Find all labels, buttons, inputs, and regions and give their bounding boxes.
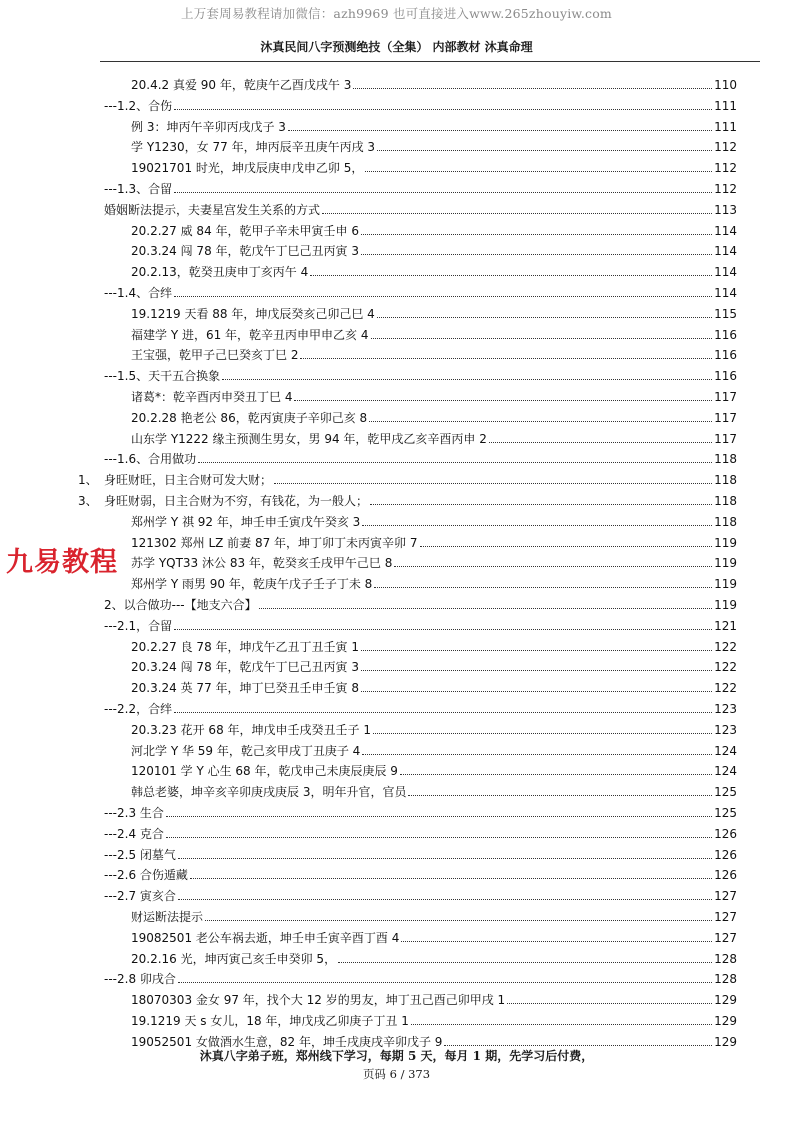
toc-dot-leader (190, 878, 712, 879)
toc-entry-label: ---1.5、天干五合换象 (104, 369, 221, 384)
toc-entry-title (131, 265, 310, 279)
toc-entry-label: 20.3.23 花开 68 年，坤戊申壬戌癸丑壬子 1 (131, 722, 371, 737)
toc-dot-leader (401, 941, 712, 942)
toc-entry[interactable] (104, 966, 737, 986)
toc-entry-title (104, 203, 322, 217)
toc-page-number: 114 (714, 223, 737, 238)
toc-entry-title (131, 224, 361, 238)
toc-entry-label: 19021701 时光，坤戊辰庚申戊申乙卯 5， (131, 161, 364, 176)
toc-entry-label: ---2.4 克合 (104, 826, 164, 841)
toc-entry-label: 20.2.28 艳老公 86，乾丙寅庚子辛卯己亥 8 (131, 410, 368, 425)
toc-entry[interactable] (104, 93, 737, 113)
toc-entry-title (104, 889, 178, 903)
toc-page-number: 116 (714, 348, 737, 363)
toc-entry-label: 20.2.13，乾癸丑庚申丁亥丙午 4 (131, 265, 309, 280)
toc-dot-leader (322, 213, 712, 214)
toc-entry-label: ---1.6、合用做功 (104, 452, 197, 467)
toc-dot-leader (374, 587, 712, 588)
toc-page-number: 113 (714, 202, 737, 217)
toc-page-number: 122 (714, 660, 737, 675)
toc-entry-title (104, 848, 178, 862)
toc-page-number: 111 (714, 98, 737, 113)
toc-entry-title (131, 328, 371, 342)
toc-dot-leader (178, 899, 712, 900)
toc-dot-leader (361, 691, 712, 692)
toc-entry-label: ---2.5 闭墓气 (104, 847, 176, 862)
toc-entry-title (104, 286, 174, 300)
toc-entry-title (131, 556, 394, 570)
toc-entry[interactable] (104, 197, 737, 217)
toc-entry-label: 20.3.24 闯 78 年，乾戊午丁巳己丑丙寅 3 (131, 660, 359, 675)
toc-entry-label: ---2.6 合伤遁藏 (104, 868, 188, 883)
toc-entry[interactable] (131, 717, 737, 737)
toc-entry-title (131, 993, 507, 1007)
toc-entry[interactable] (131, 155, 737, 175)
toc-entry-label: 苏学 YQT33 沐公 83 年，乾癸亥壬戌甲午己巳 8 (131, 556, 393, 571)
toc-page-number: 129 (714, 993, 737, 1008)
toc-page-number: 116 (714, 369, 737, 384)
toc-entry-label: ---1.4、合绊 (104, 286, 173, 300)
toc-entry[interactable] (131, 946, 737, 966)
toc-page-number: 128 (714, 951, 737, 966)
toc-dot-leader (178, 858, 712, 859)
toc-dot-leader (411, 1024, 712, 1025)
toc-dot-leader (370, 504, 712, 505)
toc-entry-title (131, 660, 361, 674)
toc-page-number: 125 (714, 785, 737, 800)
toc-entry-label: 20.2.16 光，坤丙寅己亥壬申癸卯 5， (131, 951, 337, 966)
toc-entry-title (104, 702, 174, 716)
toc-entry-title (131, 120, 288, 134)
toc-page-number: 119 (714, 535, 737, 550)
toc-entry-title (131, 515, 362, 529)
toc-entry[interactable] (104, 592, 737, 612)
toc-entry-label: 121302 郑州 LZ 前妻 87 年，坤丁卯丁未丙寅辛卯 7 (131, 535, 418, 550)
toc-dot-leader (361, 670, 712, 671)
toc-entry[interactable] (131, 758, 737, 778)
toc-entry-title (104, 598, 259, 612)
toc-page-number: 127 (714, 889, 737, 904)
toc-entry-label: 20.3.24 英 77 年，坤丁巳癸丑壬申壬寅 8 (131, 681, 359, 696)
toc-dot-leader (444, 1045, 712, 1046)
toc-entry[interactable] (131, 238, 737, 258)
toc-entry[interactable] (131, 134, 737, 154)
toc-entry[interactable] (104, 696, 737, 716)
toc-entry[interactable] (131, 654, 737, 674)
toc-entry[interactable] (131, 550, 737, 570)
toc-page-number: 123 (714, 722, 737, 737)
toc-page-number: 118 (714, 494, 737, 508)
toc-entry-label: 身旺财旺，日主合财可发大财； (104, 473, 273, 488)
toc-dot-leader (174, 712, 712, 713)
toc-dot-leader (362, 754, 712, 755)
toc-entry-label: ---2.8 卯戌合 (104, 972, 176, 987)
toc-entry-label: 郑州学 Y 雨男 90 年，乾庚午戊子壬子丁未 8 (131, 577, 373, 592)
toc-entry-label: 19082501 老公车祸去逝，坤壬申壬寅辛酉丁酉 4 (131, 930, 400, 945)
toc-entry-label: 19.1219 天看 88 年，坤戊辰癸亥己卯己巳 4 (131, 306, 375, 321)
toc-dot-leader (166, 816, 712, 817)
toc-entry-title (131, 577, 374, 591)
toc-page-number: 114 (714, 244, 737, 259)
toc-dot-leader (288, 130, 712, 131)
toc-entry[interactable] (131, 259, 737, 279)
toc-page-number: 114 (714, 265, 737, 280)
toc-entry-title (131, 640, 361, 654)
toc-entry-title (131, 411, 369, 425)
toc-page-number: 116 (714, 327, 737, 342)
toc-entry-label: 身旺财弱，日主合财为不穷，有钱花，为一般人； (104, 494, 369, 508)
toc-entry-title (104, 182, 174, 196)
toc-dot-leader (400, 774, 712, 775)
toc-entry[interactable] (104, 883, 737, 903)
toc-entry-label: ---1.2、合伤 (104, 98, 173, 113)
toc-entry[interactable] (131, 426, 737, 446)
toc-entry[interactable] (131, 301, 737, 321)
footer-notice: 沐真八字弟子班，郑州线下学习，每期 5 天，每月 1 期，先学习后付费， (199, 1049, 594, 1063)
toc-entry-title (104, 619, 174, 633)
toc-page-number: 117 (714, 410, 737, 425)
toc-entry[interactable] (131, 1029, 737, 1049)
toc-entry-label: ---2.1，合留 (104, 618, 173, 633)
toc-entry-label: 20.3.24 闯 78 年，乾戊午丁巳己丑丙寅 3 (131, 244, 359, 259)
toc-entry-label: 山东学 Y1222 缘主预测生男女，男 94 年，乾甲戌乙亥辛酉丙申 2 (131, 431, 487, 446)
toc-dot-leader (507, 1003, 712, 1004)
toc-page-number: 122 (714, 681, 737, 696)
toc-page-number: 119 (714, 556, 737, 571)
toc-dot-leader (174, 109, 712, 110)
toc-dot-leader (371, 338, 713, 339)
toc-entry[interactable] (131, 1008, 737, 1028)
toc-entry[interactable] (104, 280, 737, 300)
toc-entry[interactable] (131, 114, 737, 134)
toc-entry-label: 婚姻断法提示，夫妻星宫发生关系的方式 (104, 202, 321, 217)
toc-entry-label: 20.4.2 真爱 90 年，乾庚午乙酉戊戌午 3 (131, 78, 352, 92)
toc-entry-label: ---2.2，合绊 (104, 702, 173, 716)
toc-entry-title (131, 348, 300, 362)
toc-entry-title (131, 785, 408, 799)
toc-entry[interactable] (104, 862, 737, 882)
toc-dot-leader (361, 254, 712, 255)
toc-entry[interactable] (131, 405, 737, 425)
toc-entry-label: 19052501 女做酒水生意，82 年，坤壬戌庚戌辛卯戊子 9 (131, 1034, 443, 1049)
toc-entry[interactable] (104, 446, 737, 466)
toc-page-number: 124 (714, 764, 737, 779)
toc-entry[interactable] (131, 72, 737, 92)
toc-dot-leader (222, 379, 712, 380)
toc-entry[interactable] (104, 613, 737, 633)
toc-entry-title (131, 390, 294, 404)
toc-entry-label: ---2.3 生合 (104, 806, 164, 820)
toc-dot-leader (294, 400, 712, 401)
toc-entry-number: 1、 (78, 473, 98, 488)
toc-entry[interactable] (131, 779, 737, 799)
toc-entry[interactable] (131, 738, 737, 758)
toc-page-number: 110 (714, 78, 737, 92)
toc-entry-title (78, 494, 370, 508)
toc-dot-leader (420, 546, 713, 547)
toc-entry-label: 诸葛*：乾辛酉丙申癸丑丁巳 4 (131, 390, 293, 404)
toc-entry[interactable] (104, 800, 737, 820)
toc-dot-leader (274, 483, 712, 484)
toc-entry-label: 20.2.27 威 84 年，乾甲子辛未甲寅壬申 6 (131, 223, 359, 238)
watermark-logo: 九易教程 (6, 540, 118, 579)
toc-entry-title (104, 369, 222, 383)
toc-page-number: 128 (714, 972, 737, 987)
toc-entry[interactable] (104, 842, 737, 862)
toc-entry-title (131, 244, 361, 258)
toc-page-number: 119 (714, 577, 737, 592)
toc-entry-title (131, 681, 361, 695)
toc-entry-label: ---2.7 寅亥合 (104, 889, 176, 904)
toc-entry[interactable] (131, 342, 737, 362)
toc-entry-title (131, 764, 400, 778)
toc-entry-title (104, 99, 174, 113)
toc-entry-title (104, 806, 166, 820)
toc-entry[interactable] (131, 904, 737, 924)
toc-dot-leader (362, 525, 712, 526)
toc-entry-title (131, 744, 362, 758)
toc-dot-leader (300, 358, 712, 359)
toc-entry[interactable] (131, 987, 737, 1007)
toc-page-number: 111 (714, 119, 737, 134)
toc-dot-leader (198, 462, 712, 463)
toc-page-number: 118 (714, 514, 737, 529)
toc-page-number: 117 (714, 390, 737, 404)
toc-entry[interactable] (104, 363, 737, 383)
toc-page-number: 126 (714, 868, 737, 883)
toc-entry[interactable] (131, 218, 737, 238)
page-number: 页码 6 / 373 (362, 1067, 431, 1081)
toc-entry[interactable] (131, 925, 737, 945)
toc-entry-title (131, 536, 420, 550)
toc-dot-leader (373, 733, 712, 734)
toc-page-number: 127 (714, 910, 737, 924)
toc-entry-label: 18070303 金女 97 年，找个大 12 岁的男友，坤丁丑己酉己卯甲戌 1 (131, 993, 506, 1008)
header-divider (100, 61, 760, 62)
toc-entry-title (78, 473, 274, 487)
toc-entry-title (131, 161, 365, 175)
toc-entry-label: 河北学 Y 华 59 年，乾己亥甲戌丁丑庚子 4 (131, 743, 361, 758)
toc-dot-leader (353, 88, 712, 89)
toc-entry[interactable] (78, 488, 737, 508)
toc-entry-title (131, 432, 489, 446)
toc-page-number: 125 (714, 806, 737, 820)
toc-dot-leader (394, 566, 712, 567)
toc-dot-leader (174, 192, 712, 193)
toc-dot-leader (166, 837, 712, 838)
toc-entry-title (104, 868, 190, 882)
toc-entry-label: 韩总老婆，坤辛亥辛卯庚戌庚辰 3，明年升官，官员 (131, 785, 407, 800)
toc-entry-label: 20.2.27 良 78 年，坤戊午乙丑丁丑壬寅 1 (131, 639, 359, 654)
toc-entry-title (131, 1014, 411, 1028)
toc-entry[interactable] (78, 467, 737, 487)
toc-page-number: 129 (714, 1034, 737, 1049)
toc-page-number: 124 (714, 743, 737, 758)
toc-entry[interactable] (131, 530, 737, 550)
toc-entry[interactable] (131, 675, 737, 695)
toc-entry-title (131, 307, 377, 321)
toc-dot-leader (377, 317, 712, 318)
toc-entry-label: 王宝强，乾甲子己巳癸亥丁巳 2 (131, 348, 299, 363)
toc-entry-label: 财运断法提示 (131, 910, 204, 924)
toc-entry[interactable] (131, 571, 737, 591)
toc-entry-label: 2、以合做功---【地支六合】 (104, 598, 257, 612)
toc-page-number: 112 (714, 140, 737, 155)
toc-page-number: 114 (714, 286, 737, 300)
toc-dot-leader (174, 296, 712, 297)
toc-entry-label: 郑州学 Y 祺 92 年，坤壬申壬寅戊午癸亥 3 (131, 514, 361, 529)
toc-dot-leader (338, 962, 712, 963)
toc-page-number: 118 (714, 473, 737, 488)
toc-dot-leader (361, 650, 712, 651)
toc-entry-title (131, 910, 205, 924)
toc-page-number: 119 (714, 598, 737, 612)
toc-page-number: 126 (714, 847, 737, 862)
toc-entry-label: ---1.3、合留 (104, 182, 173, 196)
toc-dot-leader (361, 234, 712, 235)
toc-entry-title (131, 78, 353, 92)
toc-page-number: 112 (714, 182, 737, 196)
toc-entry-title (104, 827, 166, 841)
toc-entry[interactable] (104, 821, 737, 841)
toc-dot-leader (310, 275, 712, 276)
toc-entry-title (131, 140, 377, 154)
toc-page-number: 127 (714, 930, 737, 945)
toc-entry[interactable] (131, 384, 737, 404)
toc-entry-label: 19.1219 天 s 女儿，18 年，坤戊戌乙卯庚子丁丑 1 (131, 1014, 409, 1028)
toc-dot-leader (205, 920, 712, 921)
toc-page-number: 115 (714, 306, 737, 321)
toc-entry-title (131, 931, 401, 945)
toc-page-number: 118 (714, 452, 737, 467)
toc-page-number: 112 (714, 161, 737, 176)
toc-entry-title (104, 452, 198, 466)
toc-entry-title (131, 723, 373, 737)
running-header: 沐真民间八字预测绝技（全集） 内部教材 沐真命理 (260, 40, 533, 54)
toc-entry-label: 学 Y1230，女 77 年，坤丙辰辛丑庚午丙戌 3 (131, 140, 376, 155)
toc-page-number: 122 (714, 639, 737, 654)
toc-dot-leader (178, 982, 712, 983)
toc-entry-title (131, 952, 338, 966)
toc-dot-leader (369, 421, 712, 422)
toc-entry-label: 120101 学 Y 心生 68 年，乾戊申己未庚辰庚辰 9 (131, 764, 398, 779)
toc-dot-leader (377, 150, 712, 151)
toc-page-number: 117 (714, 431, 737, 446)
toc-page-number: 121 (714, 618, 737, 633)
toc-page-number: 129 (714, 1014, 737, 1028)
toc-entry[interactable] (131, 322, 737, 342)
toc-page-number: 126 (714, 826, 737, 841)
toc-dot-leader (408, 795, 712, 796)
toc-dot-leader (259, 608, 712, 609)
toc-entry[interactable] (131, 509, 737, 529)
toc-entry-title (104, 972, 178, 986)
watermark-banner: 上万套周易教程请加微信：azh9969 也可直接进入www.265zhouyiw.com (181, 6, 612, 21)
toc-dot-leader (489, 442, 712, 443)
toc-entry-label: 例 3：坤丙午辛卯丙戌戊子 3 (131, 119, 286, 134)
toc-dot-leader (365, 171, 712, 172)
toc-entry-number: 3、 (78, 494, 98, 508)
toc-entry[interactable] (131, 634, 737, 654)
toc-dot-leader (174, 629, 712, 630)
toc-entry[interactable] (104, 176, 737, 196)
toc-page-number: 123 (714, 702, 737, 716)
toc-entry-label: 福建学 Y 进，61 年，乾辛丑丙申甲申乙亥 4 (131, 327, 369, 342)
